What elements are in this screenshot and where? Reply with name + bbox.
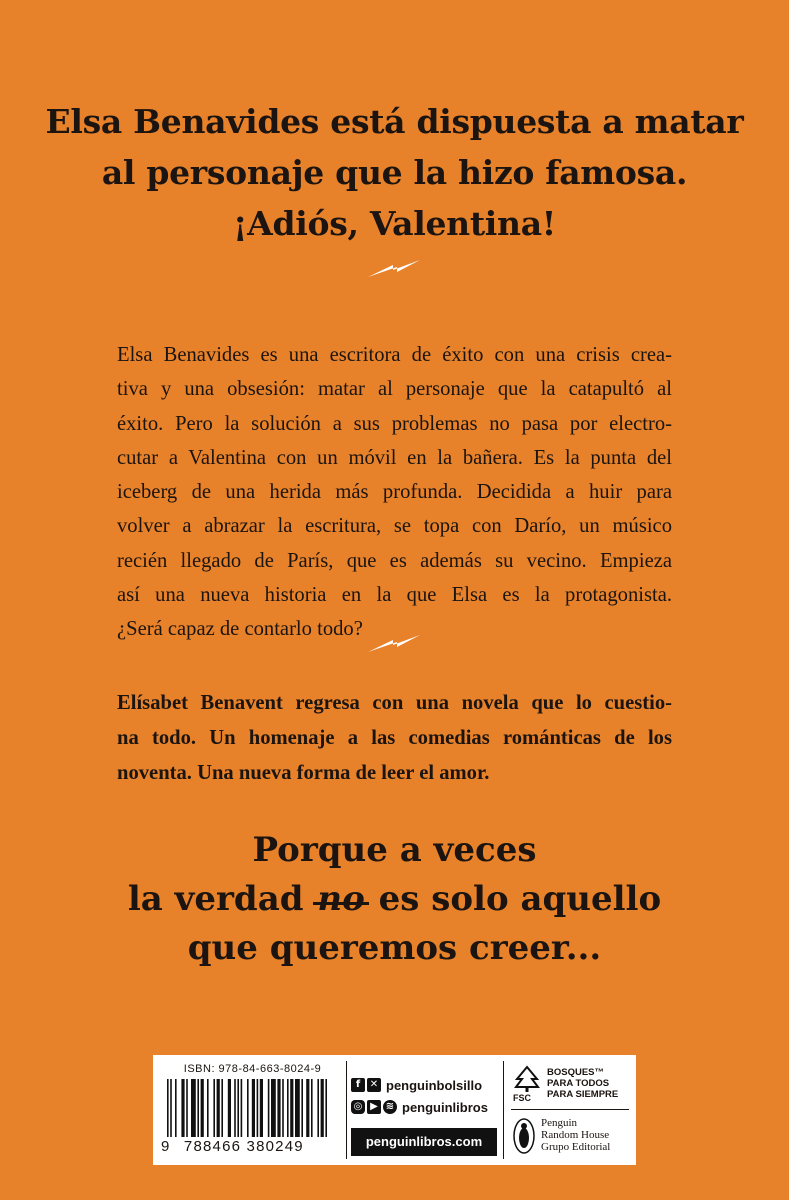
lightning-bolt-icon <box>366 633 422 657</box>
social-block <box>351 1062 499 1158</box>
closing-line-2-end: es solo aquello <box>378 879 662 919</box>
publisher-line-1: Penguin <box>541 1117 578 1129</box>
synopsis-line: así una nueva historia en la que Elsa es la protagonista. <box>117 584 672 607</box>
back-cover-info-panel <box>153 1055 636 1165</box>
publisher-line-2: Random House <box>541 1129 610 1141</box>
fsc-tree-icon <box>513 1065 541 1093</box>
penguin-logo-icon <box>513 1117 535 1155</box>
barcode <box>163 1079 341 1137</box>
fsc-slogan <box>547 1067 618 1100</box>
divider <box>503 1061 504 1159</box>
author-blurb-line: Elísabet Benavent regresa con una novela que lo cuestio- <box>117 692 672 714</box>
isbn-label: ISBN: 978-84-663-8024-9 <box>183 1063 322 1075</box>
social-row-1 <box>351 1076 482 1094</box>
x-icon: ✕ <box>367 1078 381 1092</box>
synopsis-line: ¿Será capaz de contarlo todo? <box>117 618 363 641</box>
synopsis-line: Elsa Benavides es una escritora de éxito con una crisis crea- <box>117 344 672 366</box>
synopsis-line: iceberg de una herida más profunda. Decidida a huir para <box>117 481 672 504</box>
website-link: penguinlibros.com <box>351 1128 497 1156</box>
author-blurb-line: na todo. Un homenaje a las comedias románticas de los <box>117 727 672 749</box>
struck-word: no <box>315 875 366 924</box>
synopsis-line: éxito. Pero la solución a sus problemas no pasa por electro- <box>117 412 672 435</box>
social-handle-1: penguinbolsillo <box>386 1077 483 1093</box>
closing-tagline <box>0 826 789 973</box>
youtube-icon: ▶ <box>367 1100 381 1114</box>
instagram-icon: ◎ <box>351 1100 365 1114</box>
social-handle-2: penguinlibros <box>402 1099 488 1115</box>
synopsis-line: tiva y una obsesión: matar al personaje que la catapultó al <box>117 378 672 401</box>
fsc-block <box>507 1063 631 1105</box>
author-blurb <box>117 686 672 791</box>
fsc-slogan-line-1: BOSQUES™ <box>547 1067 605 1078</box>
publisher-name <box>541 1117 610 1153</box>
headline-line-3: ¡Adiós, Valentina! <box>233 204 556 243</box>
publisher-block <box>507 1115 631 1159</box>
social-row-2 <box>351 1098 488 1116</box>
synopsis <box>117 338 672 647</box>
synopsis-line: volver a abrazar la escritura, se topa con Darío, un músico <box>117 515 672 538</box>
closing-line-3: que queremos creer... <box>187 928 602 968</box>
facebook-icon: f <box>351 1078 365 1092</box>
divider <box>511 1109 629 1110</box>
publisher-line-3: Grupo Editorial <box>541 1141 611 1153</box>
barcode-digit-first: 9 <box>161 1138 171 1155</box>
fsc-slogan-line-3: PARA SIEMPRE <box>547 1089 619 1100</box>
fsc-label: FSC <box>513 1093 531 1103</box>
synopsis-line: cutar a Valentina con un móvil en la bañera. Es la punta del <box>117 446 672 469</box>
closing-line-1: Porque a veces <box>252 830 537 870</box>
synopsis-line: recién llegado de París, que es además su vecino. Empieza <box>117 549 672 572</box>
barcode-digits <box>161 1138 344 1155</box>
headline-line-1: Elsa Benavides está dispuesta a matar <box>45 102 744 141</box>
author-blurb-line: noventa. Una nueva forma de leer el amor. <box>117 762 490 784</box>
spotify-icon: ≋ <box>383 1100 397 1114</box>
headline <box>0 96 789 249</box>
divider <box>346 1061 347 1159</box>
barcode-digits-rest: 788466 380249 <box>183 1138 304 1155</box>
closing-line-2 <box>0 875 789 924</box>
lightning-bolt-icon <box>366 258 422 282</box>
closing-line-2-start: la verdad <box>127 879 304 919</box>
headline-line-2: al personaje que la hizo famosa. <box>101 153 688 192</box>
fsc-slogan-line-2: PARA TODOS <box>547 1078 610 1089</box>
isbn-barcode-block <box>161 1063 344 1157</box>
